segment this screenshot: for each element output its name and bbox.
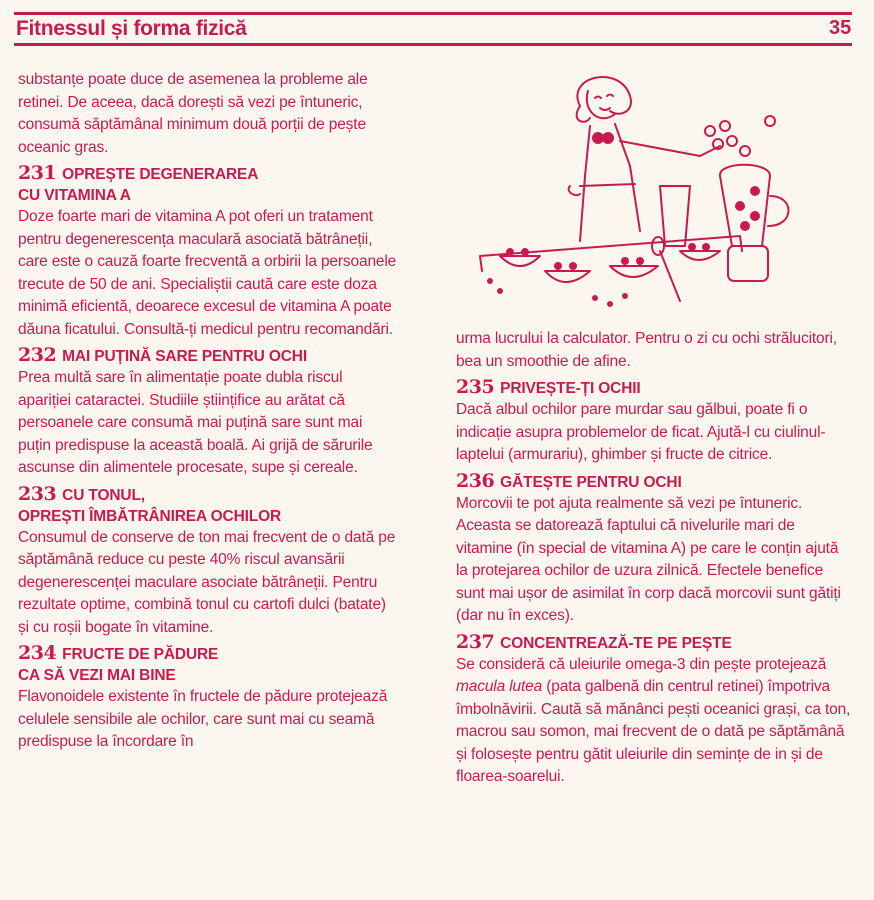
section-number: 234 <box>18 642 57 664</box>
section-heading-235 <box>456 377 854 399</box>
section-title: MAI PUȚINĂ SARE PENTRU OCHI <box>62 348 307 365</box>
section-number: 232 <box>18 344 57 366</box>
body-text: (pata galbenă din centrul retinei) împotriva îmbolnăvirii. Caută să mănânci pești oceanici grași, ca ton, macrou sau somon, mai frecvent de o dată pe săptămână și folosește pentru gătit uleiurile din semințe de in și de floarea-soarelui. <box>456 678 851 785</box>
section-body-234: Flavonoidele existente în fructele de pădure protejează celulele sensibile ale ochilor, care sunt mai cu seamă predispuse la încordare în <box>18 688 388 750</box>
right-column <box>456 328 854 789</box>
body-text: Se consideră că uleiurile omega-3 din pește protejează <box>456 655 827 673</box>
section-body-231: Doze foarte mari de vitamina A pot oferi un tratament pentru degenerescența maculară asociată bătrâneții, care este o cauză foarte frecventă a orbirii la persoanele trecute de 50 de ani. Specialiștii caută care este doza minimă eficientă, deoarece excesul de vitamina A poate dăuna ficatului. Consultă-ți medicul pentru recomandări. <box>18 208 397 338</box>
section-heading-234 <box>18 643 398 686</box>
section-heading-232 <box>18 345 398 367</box>
section-number: 237 <box>456 630 495 653</box>
header-rule-bottom <box>14 43 852 46</box>
section-title: PRIVEȘTE-ȚI OCHII <box>500 380 641 397</box>
page-header-title: Fitnessul și forma fizică <box>16 17 247 40</box>
left-column <box>18 69 398 754</box>
section-number: 236 <box>456 469 495 492</box>
page-number: 35 <box>829 17 852 39</box>
section-title: FRUCTE DE PĂDURE CA SĂ VEZI MAI BINE <box>18 646 219 684</box>
section-heading-236 <box>456 471 854 493</box>
woman-smoothie-illustration <box>470 66 850 316</box>
header-rule-top <box>14 12 852 15</box>
section-title: CU TONUL, OPREȘTI ÎMBĂTRÂNIREA OCHILOR <box>18 486 282 525</box>
section-heading-233 <box>18 484 398 527</box>
section-title: OPREȘTE DEGENERAREA CU VITAMINA A <box>18 166 259 204</box>
section-number: 233 <box>18 482 57 505</box>
section-heading-231 <box>18 163 398 206</box>
section-title: GĂTEȘTE PENTRU OCHI <box>500 473 682 491</box>
section-body-235: Dacă albul ochilor pare murdar sau gălbui, poate fi o indicație asupra problemelor de ficat. Ajută-l cu ciulinul-laptelui (armurariu), ghimber și fructe de citrice. <box>456 401 826 463</box>
italic-term: macula lutea <box>456 678 543 695</box>
continuation-paragraph: urma lucrului la calculator. Pentru o zi cu ochi strălucitori, bea un smoothie de afine. <box>456 330 837 370</box>
section-heading-237 <box>456 632 854 654</box>
section-body-233: Consumul de conserve de ton mai frecvent de o dată pe săptămână reduce cu peste 40% riscul avansării degenerescenței maculare asociate bătrâneții. Pentru rezultate optime, combină tonul cu cartofi dulci (batate) și cu roșii bogate în vitamine. <box>18 528 396 636</box>
section-number: 235 <box>456 376 495 398</box>
section-title: CONCENTREAZĂ-TE PE PEȘTE <box>500 634 732 652</box>
section-number: 231 <box>18 162 57 184</box>
section-body-237 <box>456 654 854 789</box>
section-body-232: Prea multă sare în alimentație poate dubla riscul apariției cataractei. Studiile științifice au arătat că persoanele care consumă mai puțină sare sunt mai puțin predispuse la această boală. Ai grijă de sărurile ascunse din alimentele procesate, supe și cereale. <box>18 369 373 476</box>
intro-paragraph: substanțe poate duce de asemenea la probleme ale retinei. De aceea, dacă dorești să vezi pe întuneric, consumă săptămânal minimum două porții de pește oceanic gras. <box>18 71 368 156</box>
section-body-236: Morcovii te pot ajuta realmente să vezi pe întuneric. Aceasta se datorează faptului că nivelurile mari de vitamine (în special de vitamina A) pe care le conțin ajută la protejarea ochilor de uzura zilnică. Efectele benefice sunt mai ușor de asimilat în corp dacă morcovii sunt gătiți (dar nu în exces). <box>456 494 841 624</box>
